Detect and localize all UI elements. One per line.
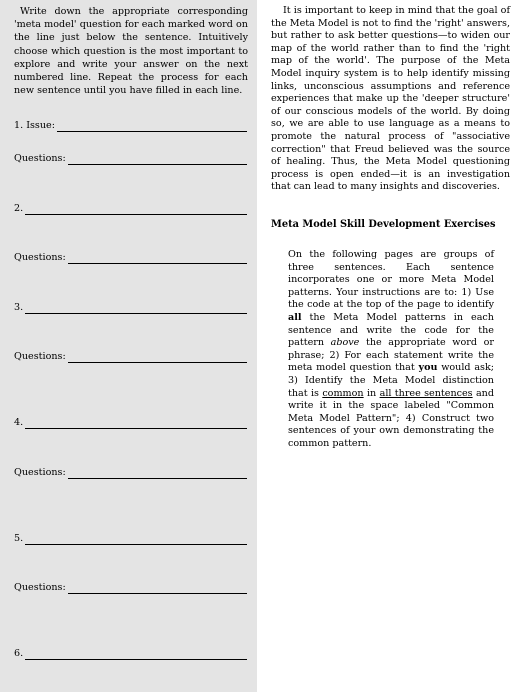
sentence-4-field[interactable] xyxy=(14,417,247,429)
instructions-text: Write down the appropriate corresponding 'meta model' question for each marked word on the line just below the sentence. Intuitively choose which question is the most important to explore and write your answer on the next numbered line. Repeat the process for each new sentence until you have filled in each line. xyxy=(14,6,248,97)
questions-4-field[interactable] xyxy=(14,467,247,479)
right-column xyxy=(271,5,510,194)
exercise-text: would ask; 3) Identify the Meta Model distinction that is xyxy=(288,362,495,399)
field-label: Questions: xyxy=(14,467,66,478)
questions-2-field[interactable] xyxy=(14,252,247,264)
answer-line[interactable] xyxy=(68,253,247,264)
meta-model-goal-paragraph: It is important to keep in mind that the goal of the Meta Model is not to find the 'right' answers, but rather to ask better questions—to widen our map of the world rather than to find the 'right map of the world'. The purpose of the Meta Model inquiry system is to help identify missing links, unconscious assumptions and reference experiences that make up the 'deeper structure' of our conscious models of the world. By doing so, we are able to use language as a means to promote the natural process of "associative correction" that Freud believed was the source of healing. Thus, the Meta Model questioning process is open ended—it is an investigation that can lead to many insights and discoveries. xyxy=(271,5,510,193)
exercise-text: the appropriate word or phrase; 2) For each statement write the meta model question that xyxy=(288,337,494,374)
field-label: 5. xyxy=(14,533,24,544)
answer-line[interactable] xyxy=(68,154,247,165)
exercise-text: and write it in the space labeled "Common Meta Model Pattern"; 4) Construct two sentences of your own demonstrating the common pattern. xyxy=(288,387,495,449)
emphasis-above: above xyxy=(330,337,360,349)
field-label: 2. xyxy=(14,203,24,214)
exercise-text: the Meta Model patterns in each sentence and write the code for the pattern xyxy=(288,311,494,349)
sentence-5-field[interactable] xyxy=(14,533,247,545)
answer-line[interactable] xyxy=(25,204,247,215)
field-label: 4. xyxy=(14,417,24,428)
field-label: Questions: xyxy=(14,252,66,263)
answer-line[interactable] xyxy=(57,121,247,132)
field-label: Questions: xyxy=(14,351,66,362)
sentence-6-field[interactable] xyxy=(14,648,247,660)
answer-line[interactable] xyxy=(25,303,247,314)
field-label: Questions: xyxy=(14,582,66,593)
sentence-3-field[interactable] xyxy=(14,302,247,314)
answer-line[interactable] xyxy=(68,468,247,479)
answer-line[interactable] xyxy=(25,418,247,429)
emphasis-all-three-sentences: all three sentences xyxy=(379,387,473,399)
emphasis-you: you xyxy=(418,362,438,374)
field-label: 3. xyxy=(14,302,24,313)
section-heading: Meta Model Skill Development Exercises xyxy=(271,219,496,230)
field-label: Questions: xyxy=(14,153,66,164)
exercise-instructions xyxy=(288,249,494,451)
answer-line[interactable] xyxy=(68,352,247,363)
left-column xyxy=(0,0,257,692)
issue-1-field[interactable] xyxy=(14,120,247,132)
exercise-text: On the following pages are groups of three sentences. Each sentence incorporates one or more Meta Model patterns. Your instructions are to: 1) Use the code at the top of the page to identify xyxy=(288,249,494,311)
answer-line[interactable] xyxy=(25,649,247,660)
answer-line[interactable] xyxy=(25,534,247,545)
questions-5-field[interactable] xyxy=(14,582,247,594)
questions-1-field[interactable] xyxy=(14,153,247,165)
sentence-2-field[interactable] xyxy=(14,203,247,215)
emphasis-common: common xyxy=(322,387,364,399)
questions-3-field[interactable] xyxy=(14,351,247,363)
answer-line[interactable] xyxy=(68,583,247,594)
emphasis-all: all xyxy=(288,311,302,323)
exercise-text: in xyxy=(363,387,380,399)
field-label: 1. Issue: xyxy=(14,120,55,131)
field-label: 6. xyxy=(14,648,24,659)
